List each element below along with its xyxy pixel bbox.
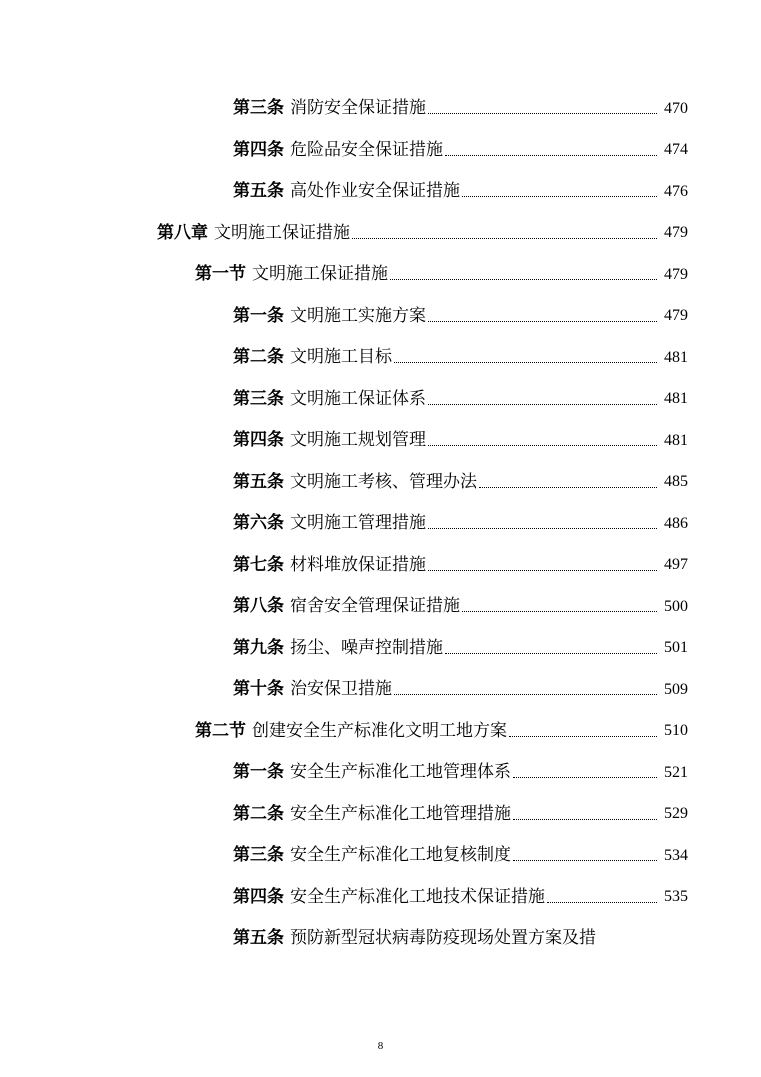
toc-leader-dots [445, 155, 657, 156]
toc-leader-dots [509, 736, 657, 737]
toc-entry-number: 第三条 [233, 845, 284, 866]
toc-entry-text: 宿舍安全管理保证措施 [290, 596, 460, 617]
toc-entry [0, 130, 761, 172]
toc-entry-page: 521 [664, 763, 688, 781]
toc-leader-dots [513, 777, 657, 778]
toc-entry-title [233, 515, 426, 532]
toc-entry-number: 第四条 [233, 139, 284, 160]
toc-entry-text: 文明施工管理措施 [290, 513, 426, 534]
toc-entry-text: 文明施工保证体系 [290, 388, 426, 409]
toc-entry-number: 第五条 [233, 928, 284, 949]
toc-entry-text: 文明施工保证措施 [214, 222, 350, 243]
toc-entry [0, 669, 761, 711]
toc-entry-number: 第六条 [233, 513, 284, 534]
toc-entry-number: 第二节 [195, 720, 246, 741]
page-number: 8 [377, 1040, 384, 1052]
toc-entry [0, 296, 761, 338]
toc-entry-title [233, 847, 511, 864]
toc-entry [0, 794, 761, 836]
toc-entry-page: 476 [664, 182, 688, 200]
toc-entry-number: 第三条 [233, 388, 284, 409]
toc-entry-title [233, 764, 511, 781]
toc-entry-title [233, 637, 443, 658]
toc-entry-text: 消防安全保证措施 [290, 98, 426, 119]
toc-chapter-entry [0, 213, 761, 255]
toc-entry-page: 479 [664, 224, 688, 242]
toc-entry [0, 420, 761, 462]
toc-entry-title [233, 183, 460, 200]
toc-entry-page: 481 [664, 348, 688, 366]
toc-entry-number: 第一节 [195, 264, 246, 285]
toc-entry-number: 第五条 [233, 471, 284, 492]
toc-entry-text: 文明施工规划管理 [290, 430, 426, 451]
toc-entry-title [233, 681, 392, 698]
toc-entry-page: 497 [664, 556, 688, 574]
toc-leader-dots [428, 528, 657, 529]
toc-entry-title [233, 803, 511, 824]
toc-entry-page: 481 [664, 390, 688, 408]
toc-entry [0, 545, 761, 587]
table-of-contents [0, 88, 761, 960]
toc-entry-page: 479 [664, 307, 688, 325]
toc-entry-page: 486 [664, 514, 688, 532]
toc-leader-dots [352, 238, 657, 239]
toc-entry [0, 171, 761, 213]
toc-entry-page: 529 [664, 805, 688, 823]
toc-entry-page: 509 [664, 680, 688, 698]
toc-entry [0, 918, 761, 960]
toc-leader-dots [547, 902, 657, 903]
toc-entry-number: 第三条 [233, 98, 284, 119]
toc-entry-title [233, 139, 443, 160]
toc-entry-text: 治安保卫措施 [290, 679, 392, 700]
toc-entry-number: 第四条 [233, 430, 284, 451]
toc-entry-page: 485 [664, 473, 688, 491]
toc-entry-page: 534 [664, 846, 688, 864]
toc-entry [0, 835, 761, 877]
toc-leader-dots [428, 113, 657, 114]
toc-entry-text: 文明施工保证措施 [252, 264, 388, 285]
toc-entry-text: 创建安全生产标准化文明工地方案 [252, 720, 507, 741]
toc-entry-page: 500 [664, 597, 688, 615]
toc-entry-text: 文明施工实施方案 [290, 305, 426, 326]
toc-leader-dots [513, 819, 657, 820]
toc-entry [0, 586, 761, 628]
toc-entry-number: 第一条 [233, 762, 284, 783]
toc-entry-title [233, 349, 392, 366]
toc-entry-number: 第二条 [233, 803, 284, 824]
toc-entry-title [233, 388, 426, 409]
toc-entry-page: 535 [664, 888, 688, 906]
toc-entry-text: 危险品安全保证措施 [290, 139, 443, 160]
toc-entry [0, 628, 761, 670]
toc-leader-dots [428, 321, 657, 322]
toc-entry-title [233, 100, 426, 117]
toc-entry-title [233, 554, 426, 575]
toc-leader-dots [428, 404, 657, 405]
toc-entry-title [195, 720, 507, 741]
toc-entry-page: 501 [664, 639, 688, 657]
toc-entry-number: 第八条 [233, 596, 284, 617]
toc-entry-text: 高处作业安全保证措施 [290, 181, 460, 202]
toc-entry-text: 预防新型冠状病毒防疫现场处置方案及措 [290, 928, 596, 949]
toc-entry [0, 462, 761, 504]
toc-entry [0, 88, 761, 130]
toc-entry [0, 877, 761, 919]
toc-entry-number: 第五条 [233, 181, 284, 202]
toc-entry-title [233, 432, 426, 449]
toc-leader-dots [390, 279, 657, 280]
toc-entry-title [157, 222, 350, 243]
toc-leader-dots [462, 196, 657, 197]
toc-entry-title [233, 305, 426, 326]
toc-leader-dots [428, 570, 657, 571]
toc-entry-number: 第七条 [233, 554, 284, 575]
toc-entry-page: 479 [664, 265, 688, 283]
toc-entry-number: 第四条 [233, 886, 284, 907]
toc-leader-dots [394, 362, 657, 363]
toc-entry-text: 文明施工考核、管理办法 [290, 471, 477, 492]
toc-leader-dots [428, 445, 657, 446]
toc-entry-title [233, 598, 460, 615]
toc-leader-dots [479, 487, 657, 488]
toc-section-entry [0, 711, 761, 753]
toc-entry-page: 474 [664, 141, 688, 159]
toc-entry-text: 安全生产标准化工地管理体系 [290, 762, 511, 783]
toc-entry-text: 安全生产标准化工地管理措施 [290, 803, 511, 824]
toc-entry [0, 503, 761, 545]
toc-entry-page: 481 [664, 431, 688, 449]
toc-entry-text: 扬尘、噪声控制措施 [290, 637, 443, 658]
toc-entry-title [233, 886, 545, 907]
toc-entry [0, 379, 761, 421]
toc-entry-text: 安全生产标准化工地技术保证措施 [290, 886, 545, 907]
toc-leader-dots [394, 694, 657, 695]
toc-leader-dots [445, 653, 657, 654]
toc-entry-number: 第二条 [233, 347, 284, 368]
toc-entry-page: 510 [664, 722, 688, 740]
toc-entry-title [195, 266, 388, 283]
toc-entry-page: 470 [664, 99, 688, 117]
toc-entry-title [233, 471, 477, 492]
toc-leader-dots [462, 611, 657, 612]
toc-entry-text: 文明施工目标 [290, 347, 392, 368]
toc-entry [0, 337, 761, 379]
toc-entry-number: 第九条 [233, 637, 284, 658]
toc-entry-text: 材料堆放保证措施 [290, 554, 426, 575]
toc-entry-number: 第一条 [233, 305, 284, 326]
toc-entry-text: 安全生产标准化工地复核制度 [290, 845, 511, 866]
toc-entry-title [233, 930, 596, 947]
toc-leader-dots [513, 860, 657, 861]
toc-entry [0, 752, 761, 794]
toc-section-entry [0, 254, 761, 296]
toc-entry-number: 第十条 [233, 679, 284, 700]
toc-entry-number: 第八章 [157, 222, 208, 243]
